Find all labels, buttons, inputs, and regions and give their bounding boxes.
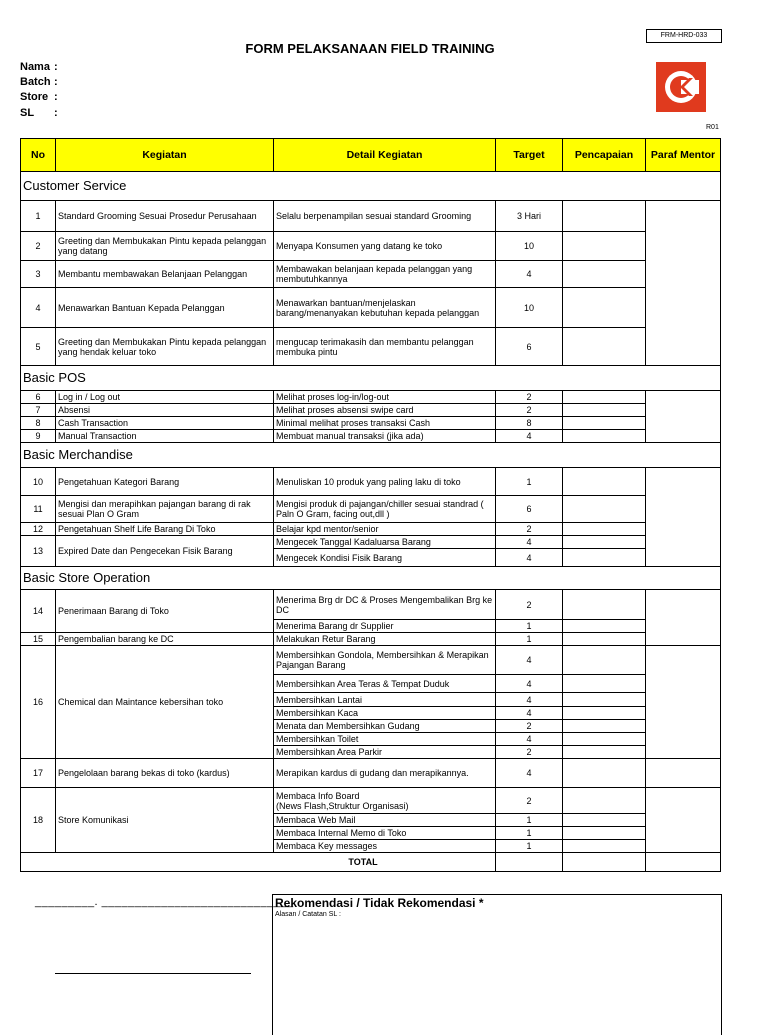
cell-target: 1: [496, 468, 563, 496]
cell-target: 4: [496, 759, 563, 788]
meta-sl: [20, 107, 58, 119]
cell-no: 11: [21, 496, 56, 523]
detail-line: (News Flash,Struktur Organisasi): [276, 800, 409, 811]
cell-target: 4: [496, 646, 563, 675]
cell-pencapaian[interactable]: [563, 261, 646, 288]
cell-pencapaian[interactable]: [563, 430, 646, 443]
section-row: [21, 443, 721, 468]
cell-detail: Menerima Barang dr Supplier: [274, 620, 496, 633]
section-row: [21, 172, 721, 201]
cell-paraf[interactable]: [646, 759, 721, 788]
cell-target: 4: [496, 549, 563, 567]
cell-pencapaian[interactable]: [563, 746, 646, 759]
meta-nama: [20, 61, 58, 73]
cell-detail: Membersihkan Toilet: [274, 733, 496, 746]
total-label-cell: [21, 853, 496, 872]
cell-kegiatan: Pengelolaan barang bekas di toko (kardus): [56, 759, 274, 788]
meta-label: SL: [20, 107, 35, 119]
section-row: [21, 366, 721, 391]
header-no: No: [21, 139, 56, 172]
cell-detail: Mengecek Tanggal Kadaluarsa Barang: [274, 536, 496, 549]
section-basic-pos: Basic POS: [21, 366, 721, 391]
cell-kegiatan: Manual Transaction: [56, 430, 274, 443]
signature-line[interactable]: [55, 964, 251, 974]
circle-k-logo: [656, 62, 706, 112]
cell-kegiatan: Cash Transaction: [56, 417, 274, 430]
total-paraf[interactable]: [646, 853, 721, 872]
cell-detail: Membaca Web Mail: [274, 814, 496, 827]
cell-target: 6: [496, 328, 563, 366]
cell-target: 2: [496, 391, 563, 404]
cell-paraf[interactable]: [646, 391, 721, 443]
meta-batch: [20, 76, 58, 88]
cell-detail: Membaca Internal Memo di Toko: [274, 827, 496, 840]
cell-no: 13: [21, 536, 56, 567]
cell-no: 8: [21, 417, 56, 430]
cell-target: 2: [496, 788, 563, 814]
form-code: FRM-HRD-033: [646, 29, 722, 43]
meta-sep: :: [54, 107, 58, 119]
cell-detail: Melihat proses absensi swipe card: [274, 404, 496, 417]
cell-pencapaian[interactable]: [563, 759, 646, 788]
meta-label: Batch: [20, 76, 51, 88]
table-row: [21, 633, 721, 646]
header-pencapaian: Pencapaian: [563, 139, 646, 172]
cell-no: 3: [21, 261, 56, 288]
cell-pencapaian[interactable]: [563, 720, 646, 733]
cell-target: 1: [496, 840, 563, 853]
cell-kegiatan: Greeting dan Membukakan Pintu kepada pelanggan yang hendak keluar toko: [56, 328, 274, 366]
cell-kegiatan: Pengetahuan Kategori Barang: [56, 468, 274, 496]
meta-store: [20, 91, 58, 103]
cell-kegiatan: Menawarkan Bantuan Kepada Pelanggan: [56, 288, 274, 328]
cell-detail: Merapikan kardus di gudang dan merapikannya.: [274, 759, 496, 788]
cell-detail: mengucap terimakasih dan membantu pelanggan membuka pintu: [274, 328, 496, 366]
cell-target: 4: [496, 733, 563, 746]
cell-detail: Melakukan Retur Barang: [274, 633, 496, 646]
cell-pencapaian[interactable]: [563, 496, 646, 523]
cell-detail: Mengecek Kondisi Fisik Barang: [274, 549, 496, 567]
cell-detail: Menata dan Membersihkan Gudang: [274, 720, 496, 733]
total-target[interactable]: [496, 853, 563, 872]
cell-detail: Selalu berpenampilan sesuai standard Grooming: [274, 201, 496, 232]
cell-detail: Membersihkan Area Parkir: [274, 746, 496, 759]
cell-pencapaian[interactable]: [563, 675, 646, 693]
table-row: [21, 261, 721, 288]
meta-sep: :: [54, 76, 58, 88]
cell-detail: Membersihkan Lantai: [274, 693, 496, 707]
cell-pencapaian[interactable]: [563, 468, 646, 496]
table-row: [21, 646, 721, 675]
cell-pencapaian[interactable]: [563, 549, 646, 567]
table-row: [21, 430, 721, 443]
header-detail: Detail Kegiatan: [274, 139, 496, 172]
cell-no: 2: [21, 232, 56, 261]
total-row: [21, 853, 721, 872]
table-row: [21, 536, 721, 549]
cell-target: 2: [496, 404, 563, 417]
cell-kegiatan: Standard Grooming Sesuai Prosedur Perusahaan: [56, 201, 274, 232]
cell-kegiatan: Chemical dan Maintance kebersihan toko: [56, 646, 274, 759]
section-row: [21, 567, 721, 590]
meta-label: Store: [20, 91, 49, 103]
cell-pencapaian[interactable]: [563, 536, 646, 549]
table-header-row: [21, 139, 721, 172]
cell-no: 4: [21, 288, 56, 328]
cell-kegiatan: Log in / Log out: [56, 391, 274, 404]
cell-pencapaian[interactable]: [563, 788, 646, 814]
cell-target: 1: [496, 633, 563, 646]
cell-pencapaian[interactable]: [563, 733, 646, 746]
cell-no: 18: [21, 788, 56, 853]
cell-detail: Menyapa Konsumen yang datang ke toko: [274, 232, 496, 261]
cell-pencapaian[interactable]: [563, 840, 646, 853]
meta-sep: :: [54, 61, 58, 73]
cell-paraf[interactable]: [646, 468, 721, 567]
cell-target: 10: [496, 288, 563, 328]
cell-kegiatan: Membantu membawakan Belanjaan Pelanggan: [56, 261, 274, 288]
recommendation-note: Alasan / Catatan SL :: [275, 911, 341, 918]
cell-pencapaian[interactable]: [563, 633, 646, 646]
cell-no: 15: [21, 633, 56, 646]
table-row: [21, 328, 721, 366]
cell-kegiatan: Pengembalian barang ke DC: [56, 633, 274, 646]
cell-no: 5: [21, 328, 56, 366]
cell-detail: Membersihkan Kaca: [274, 707, 496, 720]
cell-target: 2: [496, 720, 563, 733]
cell-no: 10: [21, 468, 56, 496]
recommendation-box[interactable]: [272, 894, 722, 1035]
cell-pencapaian[interactable]: [563, 707, 646, 720]
signature-date-line[interactable]: _________. _____________________________: [35, 896, 294, 908]
circle-k-logo-icon: [656, 62, 706, 112]
cell-detail: Belajar kpd mentor/senior: [274, 523, 496, 536]
cell-detail: Membersihkan Area Teras & Tempat Duduk: [274, 675, 496, 693]
header-target: Target: [496, 139, 563, 172]
section-customer-service: Customer Service: [21, 172, 721, 201]
cell-detail: Melihat proses log-in/log-out: [274, 391, 496, 404]
cell-detail: [274, 788, 496, 814]
cell-detail: Membawakan belanjaan kepada pelanggan yang membutuhkannya: [274, 261, 496, 288]
cell-no: 6: [21, 391, 56, 404]
cell-pencapaian[interactable]: [563, 201, 646, 232]
cell-pencapaian[interactable]: [563, 328, 646, 366]
cell-kegiatan: Greeting dan Membukakan Pintu kepada pelanggan yang datang: [56, 232, 274, 261]
table-row: [21, 391, 721, 404]
cell-detail: Menawarkan bantuan/menjelaskan barang/menanyakan kebutuhan kepada pelanggan: [274, 288, 496, 328]
table-row: [21, 590, 721, 620]
table-row: [21, 417, 721, 430]
cell-kegiatan: Expired Date dan Pengecekan Fisik Barang: [56, 536, 274, 567]
table-row: [21, 759, 721, 788]
cell-target: 8: [496, 417, 563, 430]
recommendation-title: Rekomendasi / Tidak Rekomendasi *: [275, 896, 484, 910]
cell-target: 4: [496, 430, 563, 443]
cell-pencapaian[interactable]: [563, 620, 646, 633]
cell-target: 3 Hari: [496, 201, 563, 232]
cell-pencapaian[interactable]: [563, 417, 646, 430]
cell-pencapaian[interactable]: [563, 814, 646, 827]
cell-kegiatan: Absensi: [56, 404, 274, 417]
cell-paraf[interactable]: [646, 590, 721, 646]
table-row: [21, 496, 721, 523]
total-label: TOTAL: [348, 857, 378, 867]
cell-target: 2: [496, 746, 563, 759]
cell-no: 9: [21, 430, 56, 443]
meta-label: Nama: [20, 61, 50, 73]
cell-pencapaian[interactable]: [563, 232, 646, 261]
cell-no: 17: [21, 759, 56, 788]
cell-detail: Menerima Brg dr DC & Proses Mengembalikan Brg ke DC: [274, 590, 496, 620]
cell-target: 10: [496, 232, 563, 261]
table-row: [21, 523, 721, 536]
cell-pencapaian[interactable]: [563, 646, 646, 675]
cell-detail: Membersihkan Gondola, Membersihkan & Merapikan Pajangan Barang: [274, 646, 496, 675]
section-basic-merchandise: Basic Merchandise: [21, 443, 721, 468]
cell-paraf[interactable]: [646, 201, 721, 366]
cell-no: 7: [21, 404, 56, 417]
cell-pencapaian[interactable]: [563, 391, 646, 404]
table-row: [21, 404, 721, 417]
training-table: [20, 138, 721, 872]
cell-detail: Membaca Key messages: [274, 840, 496, 853]
table-row: [21, 201, 721, 232]
cell-detail: Menuliskan 10 produk yang paling laku di toko: [274, 468, 496, 496]
cell-target: 1: [496, 814, 563, 827]
header-paraf: Paraf Mentor: [646, 139, 721, 172]
total-pencapaian[interactable]: [563, 853, 646, 872]
cell-paraf[interactable]: [646, 788, 721, 853]
cell-no: 16: [21, 646, 56, 759]
cell-detail: Membuat manual transaksi (jika ada): [274, 430, 496, 443]
cell-no: 1: [21, 201, 56, 232]
cell-pencapaian[interactable]: [563, 827, 646, 840]
cell-target: 4: [496, 261, 563, 288]
cell-target: 4: [496, 536, 563, 549]
cell-target: 6: [496, 496, 563, 523]
cell-no: 12: [21, 523, 56, 536]
page-title: FORM PELAKSANAAN FIELD TRAINING: [245, 41, 495, 56]
cell-detail: Minimal melihat proses transaksi Cash: [274, 417, 496, 430]
cell-kegiatan: Mengisi dan merapihkan pajangan barang di rak sesuai Plan O Gram: [56, 496, 274, 523]
revision-label: R01: [706, 124, 719, 131]
cell-detail: Mengisi produk di pajangan/chiller sesuai standrad ( Paln O Gram, facing out,dll ): [274, 496, 496, 523]
section-basic-store-operation: Basic Store Operation: [21, 567, 721, 590]
cell-target: 1: [496, 620, 563, 633]
cell-pencapaian[interactable]: [563, 590, 646, 620]
cell-kegiatan: Penerimaan Barang di Toko: [56, 590, 274, 633]
cell-pencapaian[interactable]: [563, 404, 646, 417]
cell-target: 1: [496, 827, 563, 840]
cell-target: 2: [496, 523, 563, 536]
cell-kegiatan: Pengetahuan Shelf Life Barang Di Toko: [56, 523, 274, 536]
cell-kegiatan: Store Komunikasi: [56, 788, 274, 853]
table-row: [21, 288, 721, 328]
meta-sep: :: [54, 91, 58, 103]
header-kegiatan: Kegiatan: [56, 139, 274, 172]
cell-pencapaian[interactable]: [563, 288, 646, 328]
cell-pencapaian[interactable]: [563, 523, 646, 536]
cell-no: 14: [21, 590, 56, 633]
cell-target: 4: [496, 707, 563, 720]
table-row: [21, 232, 721, 261]
cell-target: 4: [496, 693, 563, 707]
table-row: [21, 788, 721, 814]
table-row: [21, 468, 721, 496]
cell-paraf[interactable]: [646, 646, 721, 759]
cell-pencapaian[interactable]: [563, 693, 646, 707]
cell-target: 4: [496, 675, 563, 693]
cell-target: 2: [496, 590, 563, 620]
detail-line: Membaca Info Board: [276, 790, 360, 801]
